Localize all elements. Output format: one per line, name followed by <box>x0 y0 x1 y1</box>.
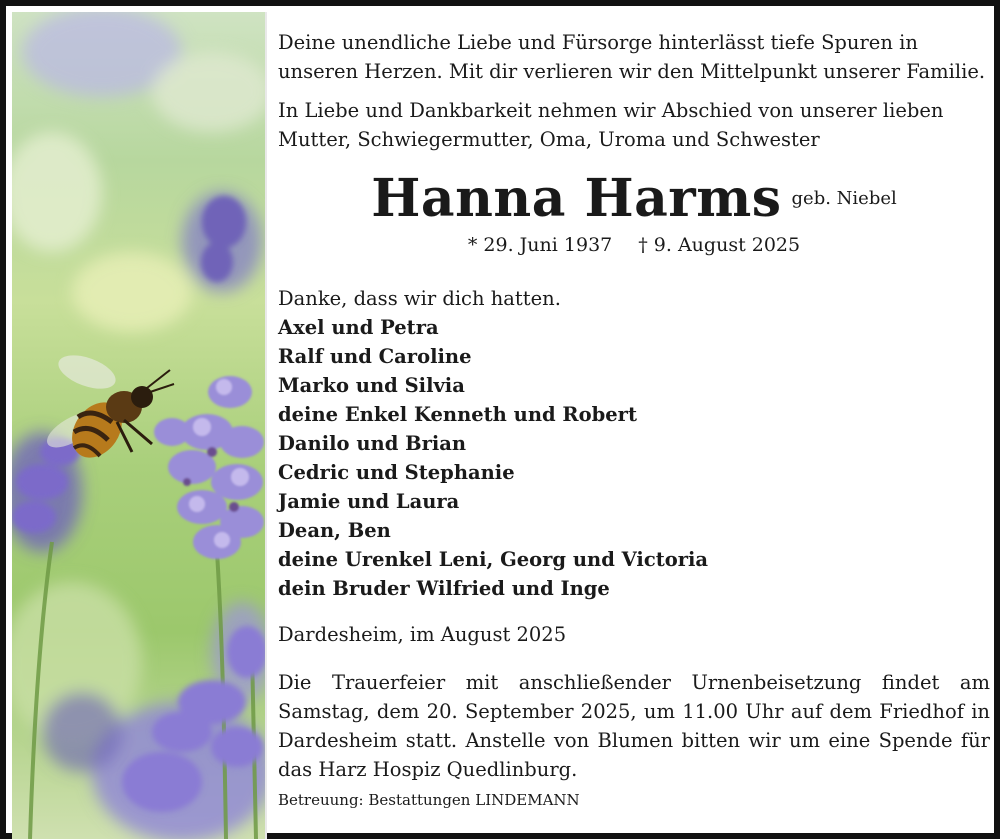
family-member: deine Enkel Kenneth und Robert <box>278 403 637 426</box>
place-date: Dardesheim, im August 2025 <box>278 623 567 646</box>
lavender-bee-photo <box>12 12 265 839</box>
intro-text-1: Deine unendliche Liebe und Fürsorge hinterlässt tiefe Spuren in unseren Herzen. Mit dir verlieren wir den Mittelpunkt unserer Familie. <box>278 31 986 83</box>
death-date: † 9. August 2025 <box>638 234 801 256</box>
family-member: dein Bruder Wilfried und Inge <box>278 577 610 600</box>
obituary-text <box>278 28 990 810</box>
life-dates <box>278 232 990 258</box>
divider <box>265 12 267 839</box>
birth-name: geb. Niebel <box>791 188 897 209</box>
lavender-bee-illustration <box>12 12 265 839</box>
family-member: Dean, Ben <box>278 519 391 542</box>
family-member: Ralf und Caroline <box>278 345 472 368</box>
family-member: Marko und Silvia <box>278 374 465 397</box>
intro-text-2: In Liebe und Dankbarkeit nehmen wir Abschied von unserer lieben Mutter, Schwiegermutter, Oma, Uroma und Schwester <box>278 99 944 151</box>
undertaker-credit: Betreuung: Bestattungen LINDEMANN <box>278 791 580 809</box>
birth-date: * 29. Juni 1937 <box>467 234 613 256</box>
ceremony-notice: Die Trauerfeier mit anschließender Urnenbeisetzung findet am Samstag, dem 20. September 2025, um 11.00 Uhr auf dem Friedhof in Dardesheim statt. Anstelle von Blumen bitten wir um eine Spende für das Harz Hospiz Quedlinburg. <box>278 671 990 781</box>
family-list <box>278 313 990 603</box>
name-row <box>278 166 990 232</box>
family-member: Cedric und Stephanie <box>278 461 515 484</box>
thanks-line: Danke, dass wir dich hatten. <box>278 287 561 310</box>
deceased-name: Hanna Harms <box>371 168 782 229</box>
family-member: Jamie und Laura <box>278 490 460 513</box>
family-member: deine Urenkel Leni, Georg und Victoria <box>278 548 709 571</box>
family-member: Danilo und Brian <box>278 432 467 455</box>
family-member: Axel und Petra <box>278 316 439 339</box>
